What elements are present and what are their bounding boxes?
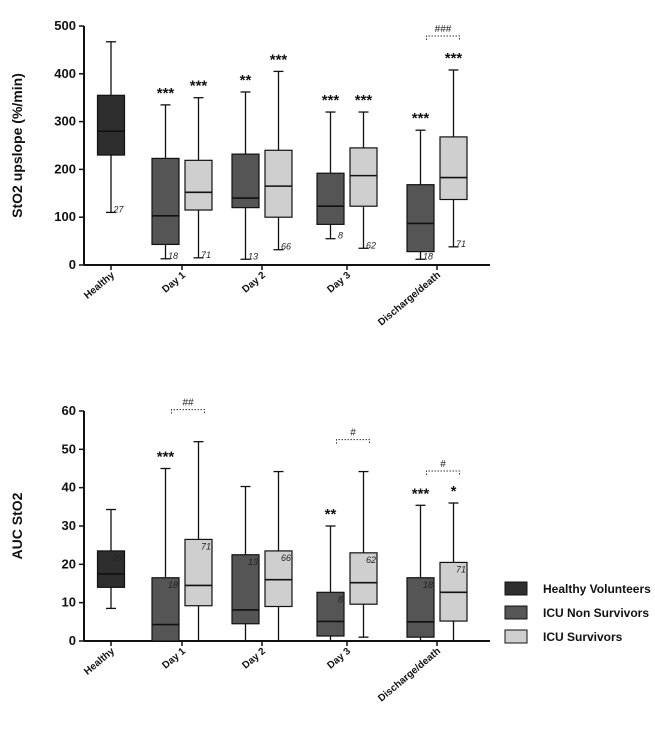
- box-discharge-death-icu-survivors: [440, 483, 467, 641]
- x-tick-label: Healthy: [82, 269, 117, 302]
- bracket-label: #: [350, 427, 356, 439]
- significance-label: **: [239, 71, 252, 89]
- legend-swatch-icu-non-survivors: [505, 606, 527, 619]
- legend-label-healthy-volunteers: Healthy Volunteers: [543, 582, 651, 596]
- x-tick-label: Healthy: [82, 645, 117, 678]
- significance-label: ***: [156, 448, 175, 466]
- box-day-1-icu-survivors: [185, 78, 212, 260]
- bracket-line: [337, 440, 370, 444]
- y-tick-label: 200: [54, 161, 76, 177]
- y-tick-label: 400: [54, 65, 76, 81]
- n-label: 18: [422, 579, 433, 590]
- n-label: 27: [113, 204, 124, 215]
- iqr-box: [185, 160, 212, 210]
- y-tick-label: 0: [68, 633, 76, 648]
- iqr-box: [317, 173, 344, 224]
- significance-label: ***: [411, 110, 430, 128]
- box-discharge-death-icu-non-survivors: [407, 485, 434, 641]
- y-tick-label: 10: [61, 594, 76, 610]
- upslope-panel: [9, 18, 490, 328]
- bracket-line: [172, 410, 205, 414]
- legend-label-icu-non-survivors: ICU Non Survivors: [543, 606, 650, 620]
- significance-label: ***: [189, 77, 208, 95]
- iqr-box: [350, 148, 377, 206]
- y-tick-label: 50: [61, 441, 76, 457]
- y-tick-label: 100: [54, 209, 76, 225]
- y-tick-label: 0: [68, 257, 76, 272]
- box-healthy-healthy-volunteers: [98, 510, 125, 609]
- bracket-label: ###: [434, 23, 452, 35]
- x-tick-label: Day 2: [240, 269, 268, 296]
- box-day-3-icu-non-survivors: [317, 92, 344, 241]
- n-label: 62: [365, 240, 376, 251]
- n-label: 27: [113, 552, 124, 563]
- iqr-box: [265, 150, 292, 217]
- x-tick-label: Day 3: [325, 645, 353, 672]
- box-day-2-icu-survivors: [265, 51, 292, 251]
- significance-label: ***: [269, 51, 288, 69]
- box-day-1-icu-non-survivors: [152, 449, 179, 642]
- significance-label: ***: [354, 92, 373, 110]
- bracket-label: #: [440, 459, 446, 470]
- iqr-box: [407, 185, 434, 252]
- box-day-2-icu-non-survivors: [232, 72, 259, 261]
- n-label: 8: [337, 230, 343, 241]
- significance-label: ***: [156, 84, 175, 102]
- iqr-box: [232, 154, 259, 208]
- box-day-1-icu-survivors: [185, 442, 212, 641]
- legend-swatch-healthy-volunteers: [505, 582, 527, 595]
- x-tick-label: Day 1: [160, 269, 188, 296]
- x-tick-label: Day 2: [240, 645, 268, 672]
- comparison-bracket: [427, 24, 460, 40]
- box-healthy-healthy-volunteers: [98, 42, 125, 215]
- box-day-2-icu-survivors: [265, 472, 292, 641]
- y-tick-label: 500: [54, 18, 76, 33]
- x-tick-label: Day 1: [160, 645, 188, 672]
- y-tick-label: 60: [61, 403, 76, 418]
- y-axis-label: StO2 upslope (%/min): [9, 73, 25, 218]
- n-label: 66: [280, 241, 291, 252]
- n-label: 18: [167, 250, 178, 261]
- n-label: 71: [200, 249, 211, 260]
- x-tick-label: Discharge/death: [376, 269, 443, 329]
- box-discharge-death-icu-non-survivors: [407, 110, 434, 261]
- box-day-1-icu-non-survivors: [152, 85, 179, 261]
- significance-label: ***: [444, 49, 463, 67]
- y-tick-label: 300: [54, 113, 76, 129]
- n-label: 62: [365, 554, 376, 565]
- significance-label: **: [324, 506, 337, 523]
- iqr-box: [98, 95, 125, 155]
- iqr-box: [152, 158, 179, 244]
- y-tick-label: 40: [61, 479, 76, 495]
- n-label: 71: [455, 564, 466, 575]
- x-tick-label: Day 3: [325, 269, 353, 296]
- significance-label: ***: [411, 485, 430, 503]
- n-label: 13: [247, 251, 258, 262]
- n-label: 13: [247, 556, 258, 567]
- auc-panel: [9, 398, 490, 705]
- y-tick-label: 30: [61, 518, 76, 533]
- significance-label: ***: [321, 92, 340, 110]
- legend: [505, 582, 651, 644]
- n-label: 66: [280, 552, 291, 563]
- box-day-3-icu-survivors: [350, 92, 377, 250]
- box-discharge-death-icu-survivors: [440, 50, 467, 249]
- box-day-3-icu-non-survivors: [317, 506, 344, 641]
- n-label: 8: [337, 594, 343, 605]
- comparison-bracket: [427, 459, 460, 475]
- y-tick-label: 20: [61, 556, 76, 572]
- bracket-line: [427, 36, 460, 40]
- n-label: 71: [455, 238, 466, 249]
- box-day-2-icu-non-survivors: [232, 487, 259, 641]
- bracket-line: [427, 471, 460, 475]
- box-day-3-icu-survivors: [350, 472, 377, 638]
- iqr-box: [440, 137, 467, 200]
- significance-label: *: [450, 483, 457, 500]
- legend-swatch-icu-survivors: [505, 630, 527, 643]
- comparison-bracket: [337, 428, 370, 444]
- n-label: 18: [422, 251, 433, 262]
- bracket-label: ##: [182, 397, 194, 409]
- n-label: 18: [167, 579, 178, 590]
- legend-label-icu-survivors: ICU Survivors: [543, 630, 623, 644]
- comparison-bracket: [172, 398, 205, 414]
- n-label: 71: [200, 541, 211, 552]
- y-axis-label: AUC StO2: [9, 492, 25, 560]
- x-tick-label: Discharge/death: [376, 645, 443, 705]
